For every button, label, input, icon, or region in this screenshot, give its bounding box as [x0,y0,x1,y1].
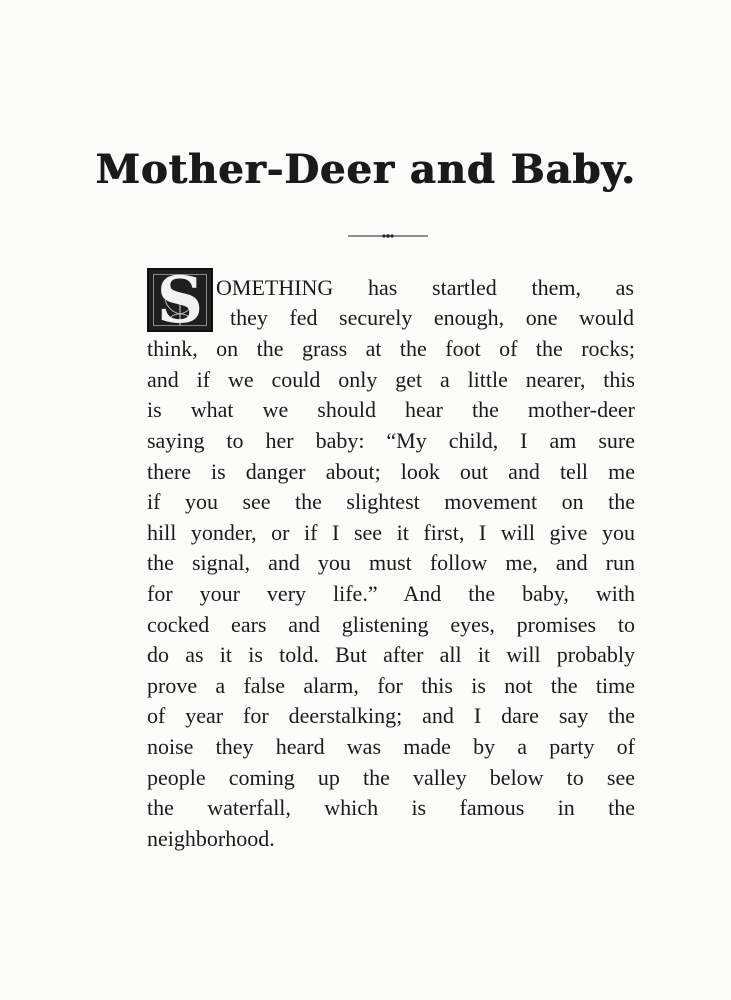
title-ornament-rule [348,232,428,240]
text-line: and if we could only get a little nearer, this [147,366,635,392]
text-line: prove a false alarm, for this is not the time [147,672,635,698]
decorative-drop-cap [147,268,213,332]
text-line: the signal, and you must follow me, and run [147,550,635,576]
text-line: of year for deerstalking; and I dare say the [147,703,635,729]
text-line: neighborhood. [147,825,275,851]
text-line: do as it is told. But after all it will probably [147,642,635,668]
text-line: people coming up the valley below to see [147,764,635,790]
text-line: for your very life.” And the baby, with [147,581,635,606]
drop-cap-letter: S [156,268,204,332]
text-line: noise they heard was made by a party of [147,734,635,759]
chapter-title: Mother-Deer and Baby. [95,146,636,193]
text-line: there is danger about; look out and tell me [147,458,635,484]
text-line: think, on the grass at the foot of the rocks; [147,336,635,362]
text-line: saying to her baby: “My child, I am sure [147,428,635,453]
text-line: cocked ears and glistening eyes, promises to [147,611,635,637]
text-line: if you see the slightest movement on the [147,489,635,515]
text-line: the waterfall, which is famous in the [147,795,635,821]
text-line: OMETHING has startled them, as [216,275,634,300]
text-line: they fed securely enough, one would [230,305,634,330]
text-line: is what we should hear the mother-deer [147,397,635,423]
text-line: hill yonder, or if I see it first, I will give you [147,519,635,545]
